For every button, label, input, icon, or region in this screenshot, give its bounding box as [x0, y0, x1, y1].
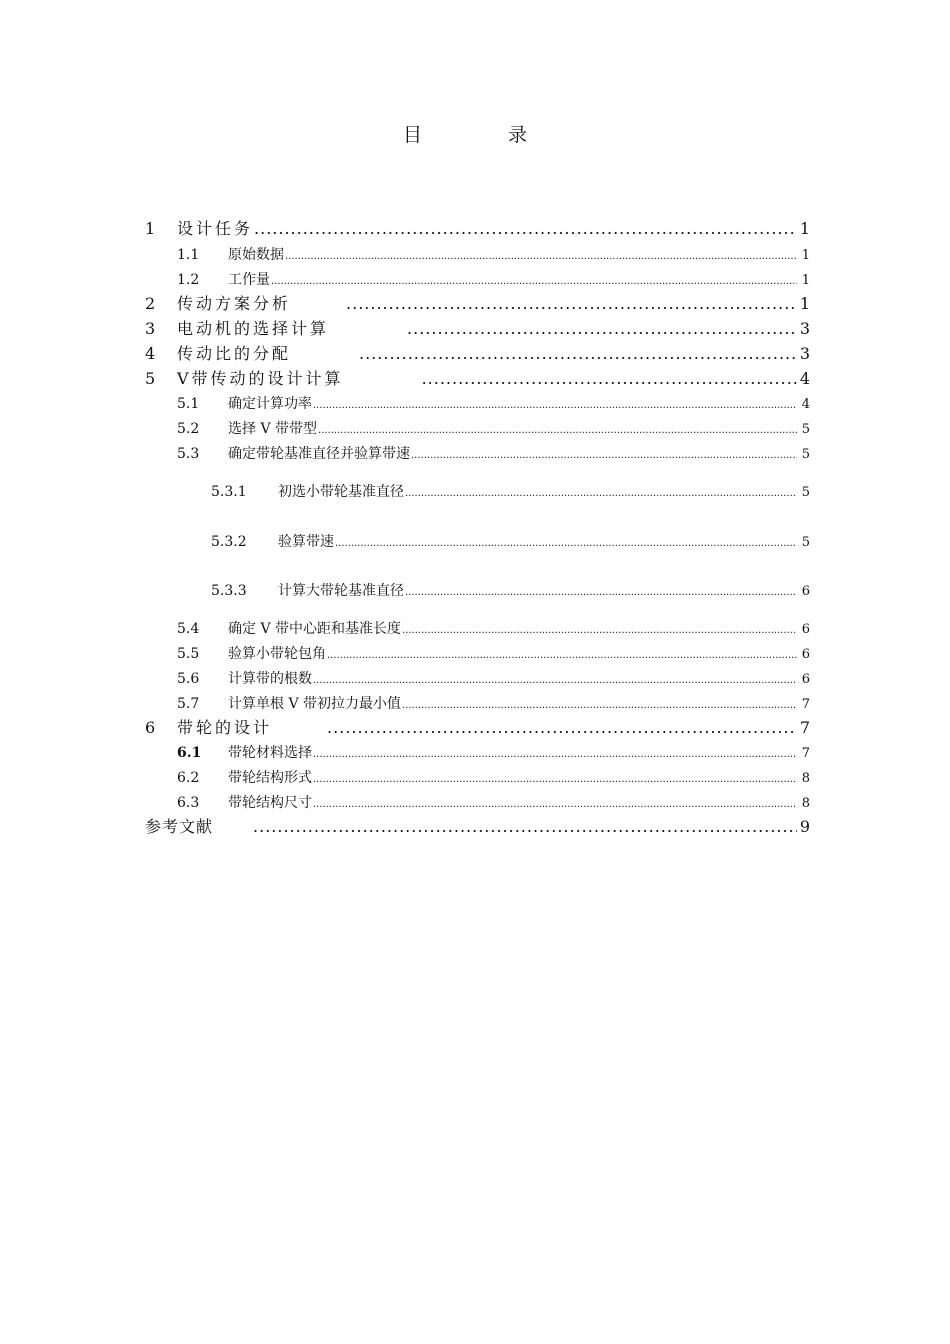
- toc-entry[interactable]: [145, 418, 810, 438]
- toc-page-number: 1: [799, 294, 810, 313]
- toc-entry[interactable]: [145, 767, 810, 787]
- toc-entry[interactable]: [145, 216, 810, 239]
- toc-number: 4: [145, 344, 156, 363]
- toc-number: 6.1: [177, 745, 202, 761]
- toc-label: 计算单根 V 带初拉力最小值: [228, 696, 402, 712]
- toc-label: 传动方案分析: [177, 294, 292, 313]
- toc-number: 5.4: [177, 621, 200, 637]
- toc-label: 带轮材料选择: [228, 745, 312, 761]
- toc-number: 1.1: [177, 247, 200, 263]
- toc-page-number: 8: [801, 771, 810, 786]
- toc-page-number: 5: [801, 422, 810, 437]
- toc-page-number: 3: [799, 319, 810, 338]
- toc-leader: [402, 700, 797, 711]
- toc-number: 6.3: [177, 795, 200, 811]
- toc-label: 选择 V 带带型: [228, 421, 318, 437]
- toc-label: 设计任务: [177, 219, 254, 238]
- toc-page-number: 7: [801, 697, 810, 712]
- toc-page-number: 5: [801, 447, 810, 462]
- toc-leader: [346, 294, 797, 313]
- toc-page-number: 6: [801, 584, 810, 599]
- toc-label: 验算小带轮包角: [228, 646, 326, 662]
- toc-leader: [327, 718, 797, 737]
- toc-leader: [411, 450, 797, 461]
- toc-leader: [313, 799, 797, 810]
- toc-leader: [327, 650, 797, 661]
- toc-leader: [313, 400, 797, 411]
- toc-number: 5.3.2: [211, 534, 247, 550]
- toc-number: 2: [145, 294, 156, 313]
- toc-entry[interactable]: [145, 443, 810, 463]
- toc-entry[interactable]: [145, 341, 810, 364]
- toc-leader: [313, 749, 797, 760]
- toc-number: 6: [145, 718, 156, 737]
- toc-label: 原始数据: [228, 247, 284, 263]
- toc-page-number: 7: [801, 746, 810, 761]
- toc-entry[interactable]: [145, 291, 810, 314]
- toc-label: 初选小带轮基准直径: [278, 484, 404, 500]
- toc-number: 5.3.3: [211, 583, 247, 599]
- toc-leader: [335, 538, 797, 549]
- toc-number: 5.1: [177, 396, 200, 412]
- toc-entry[interactable]: [145, 715, 810, 738]
- toc-number: 5.3: [177, 446, 200, 462]
- toc-entry[interactable]: [145, 580, 810, 600]
- toc-number: 5.3.1: [211, 484, 247, 500]
- toc-entry[interactable]: [145, 693, 810, 713]
- toc-page-number: 5: [801, 485, 810, 500]
- toc-page-number: 3: [799, 344, 810, 363]
- toc-label: 确定带轮基准直径并验算带速: [228, 446, 410, 462]
- toc-number: 5: [145, 369, 156, 388]
- toc-label: 验算带速: [278, 534, 334, 550]
- toc-number: 5.7: [177, 696, 200, 712]
- toc-page-number: 6: [801, 672, 810, 687]
- toc-number: 5.5: [177, 646, 200, 662]
- toc-entry[interactable]: [145, 792, 810, 812]
- toc-number: 5.2: [177, 421, 200, 437]
- toc-number: 5.6: [177, 671, 200, 687]
- toc-number: 1: [145, 219, 156, 238]
- toc-page-number: 1: [801, 248, 810, 263]
- toc-entry[interactable]: [145, 269, 810, 289]
- toc-label: 带轮的设计: [177, 718, 273, 737]
- toc-label: 传动比的分配: [177, 344, 292, 363]
- toc-page-number: 7: [799, 718, 810, 737]
- toc-leader: [407, 319, 797, 338]
- toc-leader: [313, 675, 797, 686]
- toc-label: 带轮结构形式: [228, 770, 312, 786]
- toc-entry[interactable]: [145, 668, 810, 688]
- toc-page-number: 6: [801, 622, 810, 637]
- toc-label: 工作量: [228, 272, 270, 288]
- toc-leader: [254, 219, 797, 238]
- toc-page-number: 5: [801, 535, 810, 550]
- toc-leader: [313, 774, 797, 785]
- toc-entry[interactable]: [145, 366, 810, 389]
- toc-label: 计算大带轮基准直径: [278, 583, 404, 599]
- toc-leader: [285, 251, 797, 262]
- toc-number: 1.2: [177, 272, 200, 288]
- toc-leader: [422, 369, 797, 388]
- toc-label: 计算带的根数: [228, 671, 312, 687]
- toc-leader: [405, 488, 797, 499]
- toc-page-number: 4: [801, 397, 810, 412]
- toc-entry[interactable]: [145, 393, 810, 413]
- toc-leader: [359, 344, 797, 363]
- toc-leader: [271, 276, 797, 287]
- toc-page-number: 1: [801, 273, 810, 288]
- toc-leader: [402, 625, 797, 636]
- toc-page-number: 1: [799, 219, 810, 238]
- page-title: 目 录: [402, 124, 568, 146]
- toc-leader: [318, 425, 797, 436]
- toc-entry[interactable]: [145, 618, 810, 638]
- toc-entry[interactable]: [145, 481, 810, 501]
- toc-entry[interactable]: [145, 531, 810, 551]
- toc-entry[interactable]: [145, 244, 810, 264]
- toc-leader: [253, 817, 797, 836]
- toc-label: 确定计算功率: [228, 396, 312, 412]
- toc-entry[interactable]: [145, 814, 810, 837]
- toc-leader: [405, 587, 797, 598]
- toc-entry[interactable]: [145, 643, 810, 663]
- toc-label: 参考文献: [145, 817, 214, 836]
- toc-label: 确定 V 带中心距和基准长度: [228, 621, 402, 637]
- toc-page-number: 9: [799, 817, 810, 836]
- toc-entry[interactable]: [145, 316, 810, 339]
- toc-label: 电动机的选择计算: [177, 319, 330, 338]
- toc-page-number: 6: [801, 647, 810, 662]
- toc-label: 带轮结构尺寸: [228, 795, 312, 811]
- toc-page-number: 4: [799, 369, 810, 388]
- toc-page-number: 8: [801, 796, 810, 811]
- toc-number: 6.2: [177, 770, 200, 786]
- toc-number: 3: [145, 319, 156, 338]
- toc-label: V带传动的设计计算: [177, 369, 344, 388]
- toc-entry[interactable]: [145, 742, 810, 762]
